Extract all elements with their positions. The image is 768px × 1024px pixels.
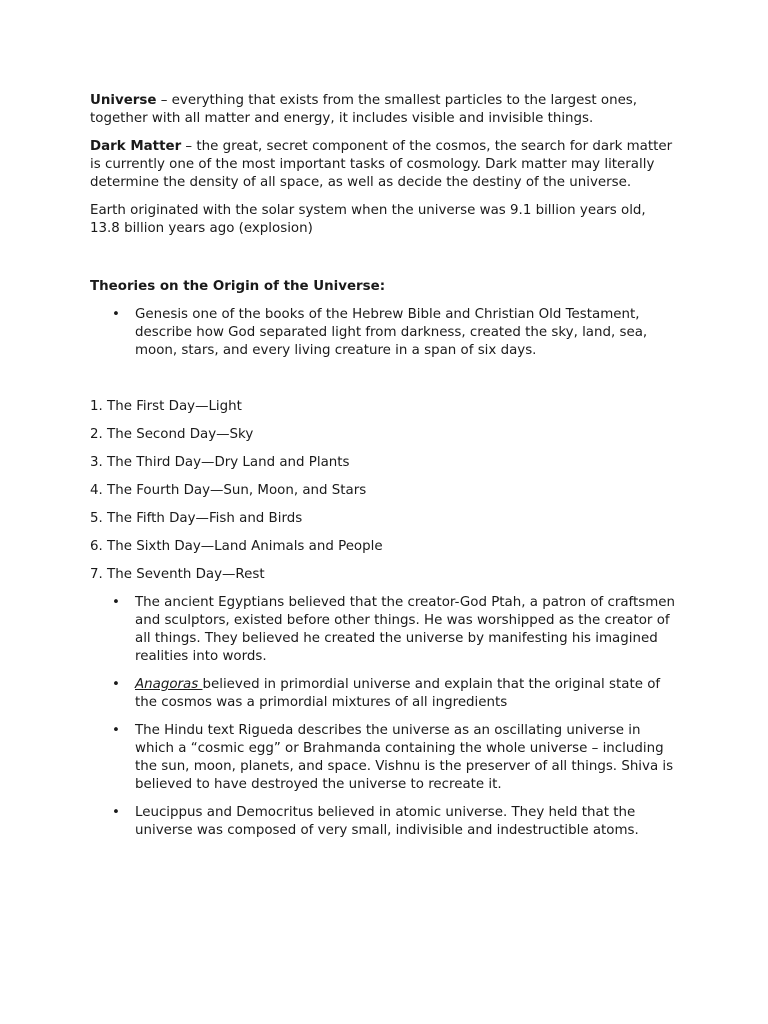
anagoras-text: believed in primordial universe and explain that the original state of the cosmos was a primordial mixtures of all ingredients	[135, 677, 661, 710]
egyptian-text: The ancient Egyptians believed that the creator-God Ptah, a patron of craftsmen and sculptors, existed before other things. He was worshipped as the creator of all things. They believed he created the universe by manifesting his imagined realities into words.	[135, 595, 676, 664]
earth-origin-note: Earth originated with the solar system when the universe was 9.1 billion years old, 13.8 billion years ago (explosion)	[90, 203, 646, 236]
anagoras-name: Anagoras	[135, 677, 203, 692]
day-item-4: 4. The Fourth Day—Sun, Moon, and Stars	[90, 483, 367, 498]
definition-universe-text: – everything that exists from the smallest particles to the largest ones, together with all matter and energy, it includes visible and invisible things.	[90, 93, 638, 126]
definition-dark-matter-text: – the great, secret component of the cosmos, the search for dark matter is currently one of the most important tasks of cosmology. Dark matter may literally determine the density of all space, as well as decide the destiny of the universe.	[90, 139, 673, 190]
list-item-genesis	[90, 306, 678, 360]
term-dark-matter: Dark Matter	[90, 139, 182, 154]
day-item-6: 6. The Sixth Day—Land Animals and People	[90, 539, 383, 554]
day-item-5: 5. The Fifth Day—Fish and Birds	[90, 511, 303, 526]
term-universe: Universe	[90, 93, 157, 108]
list-item-atomic	[90, 804, 678, 840]
list-item-egyptian	[90, 594, 678, 666]
day-item-1: 1. The First Day—Light	[90, 399, 242, 414]
definition-dark-matter	[90, 138, 678, 192]
theories-heading: Theories on the Origin of the Universe:	[90, 279, 386, 294]
bullet-icon: •	[112, 805, 120, 820]
creation-days-list	[90, 398, 678, 584]
bullet-icon: •	[112, 595, 120, 610]
definition-universe	[90, 92, 678, 128]
atomic-text: Leucippus and Democritus believed in atomic universe. They held that the universe was composed of very small, indivisible and indestructible atoms.	[135, 805, 639, 838]
hindu-text: The Hindu text Rigueda describes the universe as an oscillating universe in which a “cosmic egg” or Brahmanda containing the whole universe – including the sun, moon, planets, and space. Vishnu is the preserver of all things. Shiva is believed to have destroyed the universe to recreate it.	[135, 723, 674, 792]
day-item-2: 2. The Second Day—Sky	[90, 427, 254, 442]
other-theories-list	[90, 594, 678, 840]
day-item-7: 7. The Seventh Day—Rest	[90, 567, 265, 582]
bullet-icon: •	[112, 307, 120, 322]
bullet-icon: •	[112, 677, 120, 692]
genesis-text: Genesis one of the books of the Hebrew Bible and Christian Old Testament, describe how God separated light from darkness, created the sky, land, sea, moon, stars, and every living creature in a span of six days.	[135, 307, 648, 358]
bullet-icon: •	[112, 723, 120, 738]
day-item-3: 3. The Third Day—Dry Land and Plants	[90, 455, 350, 470]
genesis-list	[90, 306, 678, 360]
list-item-hindu	[90, 722, 678, 794]
list-item-anagoras	[90, 676, 678, 712]
